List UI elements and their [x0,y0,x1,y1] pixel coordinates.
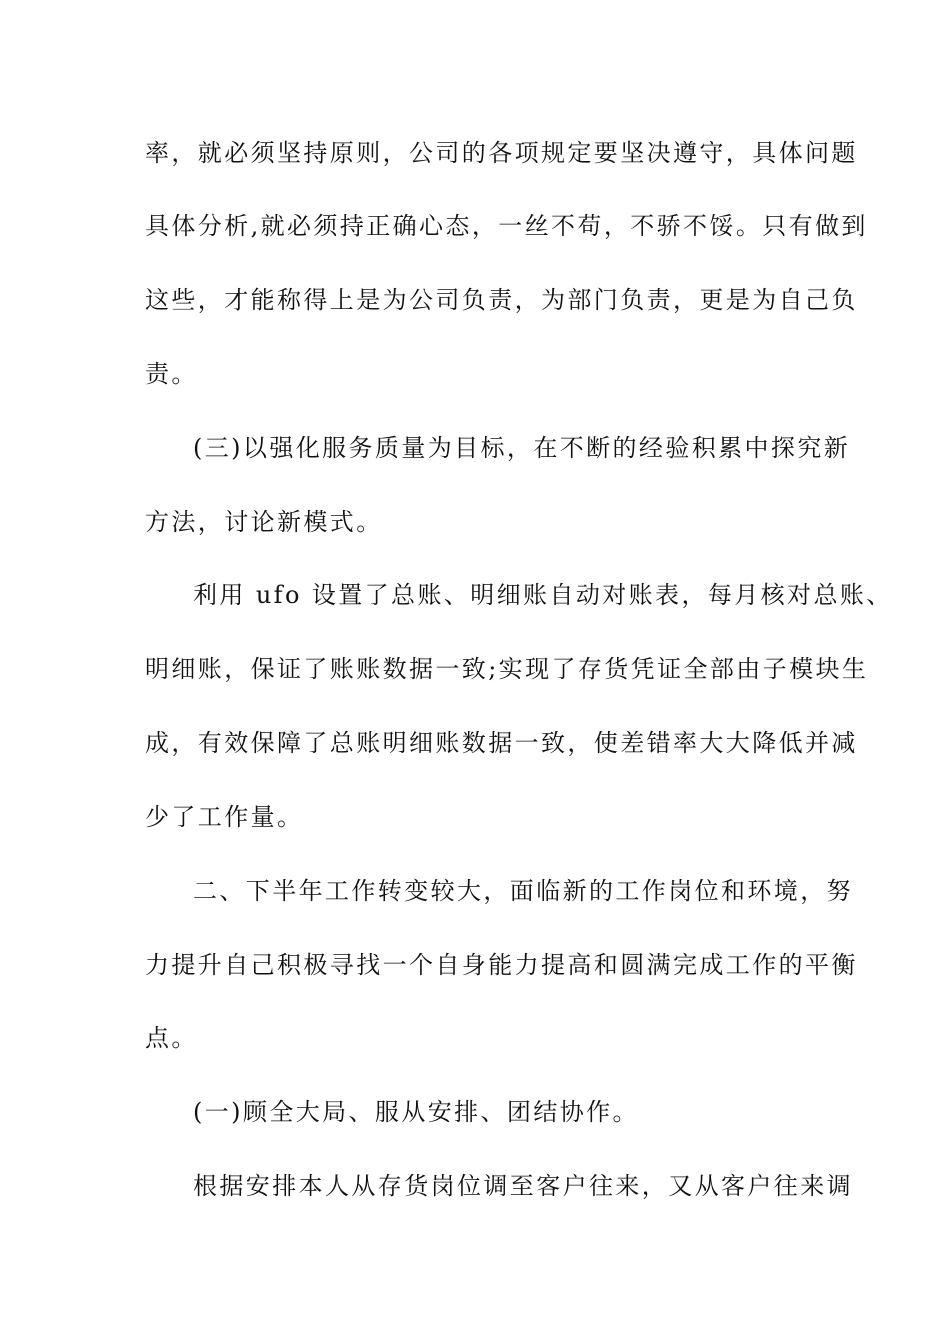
text-line: 具体分析,就必须持正确心态，一丝不苟，不骄不馁。只有做到 [145,212,868,240]
text-line: 这些，才能称得上是为公司负责，为部门负责，更是为自己负 [145,286,858,314]
section-heading: (一)顾全大局、服从安排、团结协作。 [193,1098,639,1126]
text-line: 责。 [145,360,198,388]
section-heading: 二、下半年工作转变较大，面临新的工作岗位和环境，努 [193,877,853,905]
text-line: 力提升自己积极寻找一个自身能力提高和圆满完成工作的平衡 [145,951,858,979]
text-line: 少了工作量。 [145,803,304,831]
paragraph-start: 根据安排本人从存货岗位调至客户往来，又从客户往来调 [193,1172,853,1200]
text-line: 明细账，保证了账账数据一致;实现了存货凭证全部由子模块生 [145,655,869,683]
text-line: 成，有效保障了总账明细账数据一致，使差错率大大降低并减 [145,729,858,757]
section-heading: (三)以强化服务质量为目标，在不断的经验积累中探究新 [193,434,851,462]
paragraph-start: 利用 ufo 设置了总账、明细账自动对账表，每月核对总账、 [193,581,893,609]
text-line: 率，就必须坚持原则，公司的各项规定要坚决遵守，具体问题 [145,139,858,167]
text-line: 点。 [145,1024,198,1052]
text-line: 方法，讨论新模式。 [145,508,383,536]
